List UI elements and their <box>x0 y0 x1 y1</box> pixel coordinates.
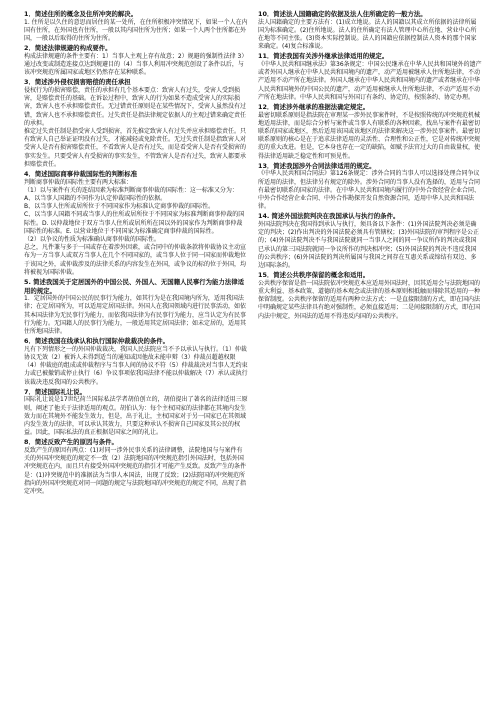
answer-paragraph: 国际礼让说是17世纪荷兰国际私法学者胡伯创立的，胡伯提出了著名的法律适用三原则，阐述了他关于法律适用的观点。胡伯认为：每个主权国家的法律都在其境内发生效力而在其境外不能发生效力，但是，出于礼让，主权国家对于另一国家已在其领域内发生效力的法律，可以承认其效力，只要这种承认不损害自己国家及其公民的权益。因此，国际私法的真正根据是国家之间的礼让。 <box>24 396 248 437</box>
answer-paragraph: （1）以与案件有关的连结因素为标准判断商事仲裁的国际性：这一标准又分为： A、以当事人国籍的不同作为认定仲裁国际性的依据。 <box>24 186 241 203</box>
question-section <box>24 388 248 438</box>
question-heading: 5. 简述我国关于定居国外的中国公民、外国人、无国籍人民事行为能力法律适用的规定。 <box>24 278 244 295</box>
answer-paragraph: 1．定居国外的中国公民的民事行为能力，如其行为是在我国境内所为，适用我国法律；在定居国所为，可以适用定居国法律。外国人在我国领域内进行民事活动，如依其本国法律为无民事行为能力，而依我国法律为有民事行为能力，应当认定为有民事行为能力。无国籍人的民事行为能力，一般适用其定居国法律；如未定居的，适用其住所地国法律。 <box>24 295 247 336</box>
question-section <box>24 170 248 277</box>
question-section <box>258 52 482 102</box>
question-section <box>24 78 248 169</box>
question-heading: 11．简述我国有关涉外继承法律适用的规定。 <box>258 52 389 61</box>
question-section <box>24 10 248 43</box>
answer-paragraph: 公共秩序保留是指一国法院依冲突规范本应适用外国法时，因其适用会与法院地国的重大利益、基本政策、道德的基本观念或法律的基本原则相抵触而排除其适用的一种保留制度。公共秩序保留的适用有两种立法方式：一是直接限制的方式，即在国内法中明确规定某些法律具有绝对强制性，必须直接适用；二是间接限制的方式，即在国内法中规定，外国法的适用不得违反内国的公共秩序。 <box>258 279 481 320</box>
question-section <box>258 271 482 321</box>
question-heading: 6．简述我国在线承认和执行国际仲裁裁决的条件。 <box>24 337 170 346</box>
question-section <box>24 337 248 387</box>
answer-paragraph: 判断商事仲裁的国际性主要有两大标准： <box>24 178 133 186</box>
answer-paragraph: 总之，凡件兼与多于一国或存在着涉外因素，或合同中的仲裁条款将仲裁协议主动宣布为一方当事人或双方当事人在几个不同国家的，或当事人位于同一国家而仲裁地位于该国之外，或仲裁涉及的法律关系的内容发生在外国，或争议的标的位于外国，均将被视为国际仲裁。 <box>24 244 247 276</box>
question-heading: 13．简述我国涉外合同法律适用的规定。 <box>258 161 376 170</box>
question-heading: 1．简述住所的概念及住所冲突的解决。 <box>24 10 138 18</box>
question-heading: 2．简述法律规避的构成要件。 <box>24 44 112 53</box>
question-heading: 14. 简述外国法院判决在我国承认与执行的条件。 <box>258 212 400 221</box>
question-heading: 8．简述反致产生的原因与条件。 <box>24 438 118 447</box>
answer-paragraph: 《中华人民共和国继承法》第36条规定：中国公民继承在中华人民共和国境外的遗产或者外国人继承在中华人民共和国境内的遗产，动产适用被继承人住所地法律，不动产适用不动产所在地法律。外国人继承在中华人民共和国境内的遗产或者继承在中华人民共和国境外的中国公民的遗产，动产适用被继承人住所地法律，不动产适用不动产所在地法律。中华人民共和国与外国订有条约、协定的，按照条约、协定办理。 <box>258 61 482 101</box>
right-column <box>258 10 482 694</box>
question-section <box>258 103 482 161</box>
answer-paragraph: （2）以争议的性质为标准确认商事仲裁的国际性。 <box>24 236 160 244</box>
answer-paragraph: B、以当事人住所或居所位于不同国家作为标准认定商事仲裁的国际性。 <box>24 203 215 211</box>
answer-paragraph: 法人国籍确定的主要方法有：(1)成立地说。法人的国籍以其成立所依据的法律所属国为标准确定。(2)住所地说。法人的住所确定有法人管理中心所在地、营业中心所在地等不同主张。(3)资本实际控制说。法人的国籍应依据控制法人资本的那个国家来确定。(4)复合标准说。 <box>258 18 477 51</box>
answer-paragraph: 1. 住所是以久住的意思而居住的某一处所，在住所积极冲突情况下，如果一个人在内国有住所，在外国也有住所，一般以其内国住所为住所；如果一个人两个住所都在外国，一般以后取得的住所为住所。 <box>24 18 248 42</box>
answer-paragraph: 凡有下列情形之一的外国仲裁裁决，我国人民法院应当不予以承认与执行。（1）仲裁协议无效（2）被诉人未得到适当的通知或因他故未能申辩（3）仲裁员超越权限（4）仲裁庭的组成或仲裁程序与当事人间的协议不符（5）仲裁裁决对当事人无约束力或已被撤销或停止执行（6）争议事项依我国法律不能以仲裁解决（7）承认或执行该裁决违反我国的公共秩序。 <box>24 345 248 386</box>
answer-paragraph: 构成法律规避的条件主要有：1）当事人主观上存有故意；2）规避的强制性法律 3）通过改变或制造连接点达到规避目的（4）当事人利用冲突规范创设了条件以后，与该冲突规范所属国家或地区仍然存在某种联系。 <box>24 52 248 77</box>
question-heading: 15．简述公共秩序保留的概念和适用。 <box>258 271 370 280</box>
question-section <box>24 44 248 77</box>
question-heading: 10．简述法人国籍确定的依据及法人住所确定的一般方法。 <box>258 10 427 18</box>
answer-paragraph: 外国法院判决在我国得到承认与执行，须具备以下条件：(1)外国法院判决必须是确定的判决；(2)作出判决的外国法院必须具有管辖权；(3)外国法院的审判程序是公正的；(4)外国法院判决不与我国法院就同一当事人之间的同一争议所作的判决或我国已承认的第三国法院就同一争议所作的判决相冲突；(5)外国法院的判决不违反我国的公共秩序；(6)外国法院的判决所属国与我国之间存在互惠关系或缔结有双边、多边国际条约。 <box>258 221 479 270</box>
question-section <box>24 438 248 496</box>
answer-paragraph: C、以当事人国籍不同或当事人的住所或居所位于不同国家为标准判断商事仲裁的国际性。D. 以仲裁地位于双方当事人住所或居所所在国以外的国家作为判断商事仲裁国际性的标准。E. 以营业地位于不同国家为标准确定商事仲裁的国际性。 <box>24 211 245 235</box>
question-heading: 4．简述国际商事仲裁国际性的判断标准 <box>24 170 138 179</box>
answer-paragraph: 侵权行为的损害赔偿，责任的承担有几个基本要点：致害人有过失，受害人受到损害，是赔偿责任的基础。在诉讼过程中，致害人的行为如果不造成受害人的实际损害，致害人也不承担赔偿责任。无过错责任原则是在某些情况下，受害人虽然没有过错，致害人也不承担赔偿责任。过失责任是指法律规定依据人的主观过错来确定责任的承担。 <box>24 87 247 127</box>
question-section <box>258 212 482 270</box>
answer-paragraph: 推定过失责任制是指受害人受到损害，首先推定致害人有过失并应承担赔偿责任。只有致害人自己举证证明没有过失，才能减轻或免除责任。无过失责任制是指致害人对受害人是否有损害赔偿责任，不看致害人是否有过失，而是看受害人是否有受损害的事实发生。只要受害人有受损害的事实发生，不管致害人是否有过失，致害人都要承担赔偿责任。 <box>24 128 247 168</box>
left-column <box>24 10 248 694</box>
question-heading: 3．简述涉外侵权损害赔偿的责任承担 <box>24 78 131 87</box>
question-heading: 7．简述国际礼让说。 <box>24 387 86 396</box>
answer-paragraph: 反致产生的原因有两点：(1)对同一涉外民事关系的法律调整，法院地国与与案件有关的外国冲突规范的规定不一致（2）法院地国的冲突规范指引外国法时，包括外国冲突规范在内，而且只有接受外国冲突规范的指引才可能产生反致。反致产生的条件是：(1)冲突规范中的准据法为当事人本国法，出现了反致；(2)法院国的冲突规范所指向的外国冲突规范对同一问题的规定与法院地国的冲突规范的规定不同，出现了指定冲突。 <box>24 447 247 496</box>
question-section <box>24 278 248 336</box>
answer-paragraph: 《中华人民共和国合同法》第126条规定：涉外合同的当事人可以选择处理合同争议所适用的法律，但法律另有规定的除外。涉外合同的当事人没有选择的，适用与合同有最密切联系的国家的法律。在中华人民共和国境内履行的中外合资经营企业合同、中外合作经营企业合同、中外合作勘探开发自然资源合同，适用中华人民共和国法律。 <box>258 170 481 211</box>
question-section <box>258 162 482 212</box>
question-heading: 12．简述涉外继承的准据法确定规定。 <box>258 103 370 112</box>
question-section <box>258 10 482 51</box>
answer-paragraph: 最密切联系原则是指法院在审理某一涉外民事案件时，不是按照传统的冲突规范机械地适用法律，而是综合分析与案件或当事人有联系的各种因素，找出与案件有最密切联系的国家或地区，然后适用该国或该地区的法律来解决这一涉外民事案件。最密切联系原则的核心是在于追求法律适用的灵活性、合理性和公正性，它是对传统冲突规范的重大改进。但是，它本身也存在一定的缺陷，如赋予法官过大的自由裁量权，使得法律适用缺乏稳定性和可预见性。 <box>258 111 481 160</box>
